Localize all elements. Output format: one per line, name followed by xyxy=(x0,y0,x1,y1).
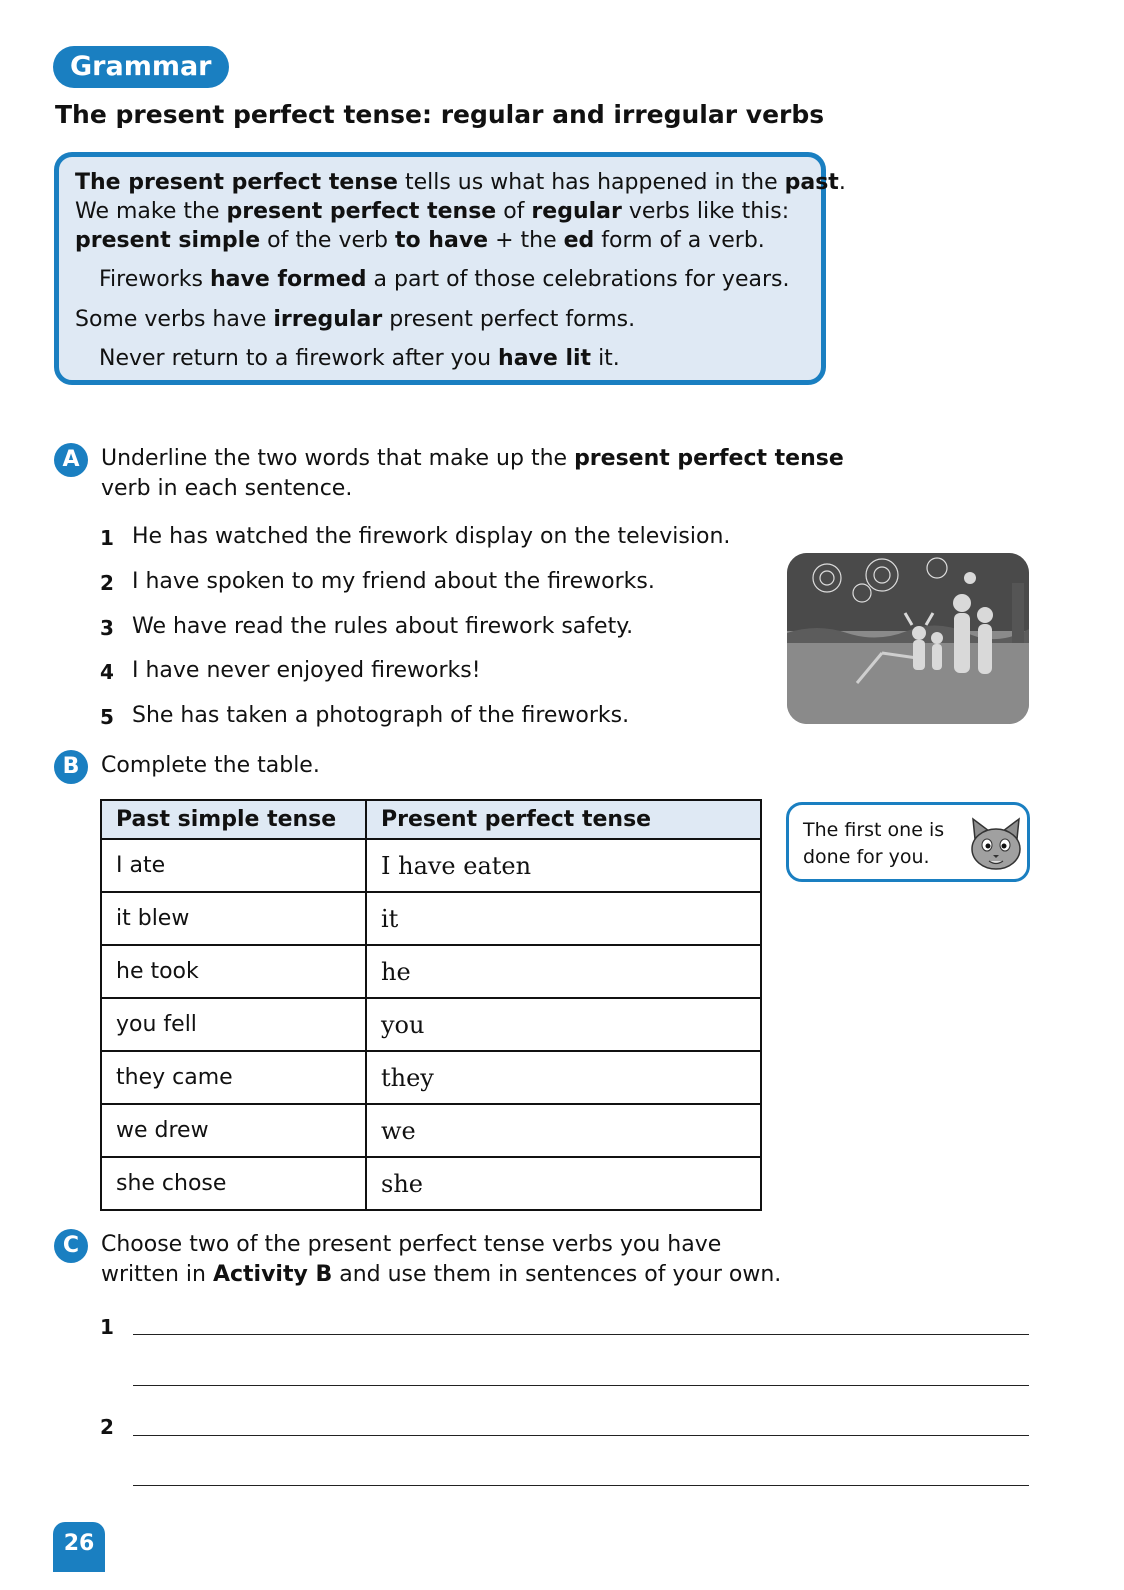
writing-line[interactable] xyxy=(133,1485,1029,1486)
past-simple-cell: we drew xyxy=(101,1104,366,1157)
sentence-4: I have never enjoyed fireworks! xyxy=(132,658,481,683)
activity-c-badge: C xyxy=(54,1229,88,1263)
past-simple-cell: it blew xyxy=(101,892,366,945)
present-perfect-answer[interactable]: he xyxy=(366,945,761,998)
past-simple-cell: he took xyxy=(101,945,366,998)
present-perfect-answer[interactable]: it xyxy=(366,892,761,945)
writing-line[interactable] xyxy=(133,1334,1029,1335)
activity-c-instruction-cont: written in Activity B and use them in sentences of your own. xyxy=(101,1262,782,1287)
table-row xyxy=(101,1104,761,1157)
sentence-2: I have spoken to my friend about the fireworks. xyxy=(132,569,655,594)
writing-line[interactable] xyxy=(133,1435,1029,1436)
rule-line-2: We make the present perfect tense of regular verbs like this: xyxy=(75,199,790,224)
rule-example-2: Never return to a firework after you have lit it. xyxy=(99,346,620,371)
item-number: 5 xyxy=(100,705,114,729)
present-perfect-answer[interactable]: we xyxy=(366,1104,761,1157)
hint-text: The first one is done for you. xyxy=(803,819,945,868)
rule-line-3: present simple of the verb to have + the ed form of a verb. xyxy=(75,228,765,253)
present-perfect-answer[interactable]: I have eaten xyxy=(366,839,761,892)
present-perfect-answer[interactable]: she xyxy=(366,1157,761,1210)
past-simple-cell: you fell xyxy=(101,998,366,1051)
header-present-perfect: Present perfect tense xyxy=(366,800,761,839)
cat-mascot-icon xyxy=(967,817,1025,873)
past-simple-cell: they came xyxy=(101,1051,366,1104)
table-row xyxy=(101,945,761,998)
grammar-rule-box xyxy=(54,152,846,385)
table-row xyxy=(101,1157,761,1210)
present-perfect-answer[interactable]: you xyxy=(366,998,761,1051)
activity-a-badge: A xyxy=(54,443,88,477)
table-row xyxy=(101,1051,761,1104)
item-number: 2 xyxy=(100,1415,114,1439)
rule-line-1: The present perfect tense tells us what has happened in the past. xyxy=(75,170,846,195)
activity-a-instruction-cont: verb in each sentence. xyxy=(101,476,353,501)
past-simple-cell: I ate xyxy=(101,839,366,892)
section-label: Grammar xyxy=(53,46,229,88)
sentence-1: He has watched the firework display on the television. xyxy=(132,524,731,549)
writing-line[interactable] xyxy=(133,1385,1029,1386)
item-number: 4 xyxy=(100,660,114,684)
table-row xyxy=(101,839,761,892)
activity-c-instruction: Choose two of the present perfect tense verbs you have xyxy=(101,1232,722,1257)
page-number: 26 xyxy=(53,1522,105,1572)
item-number: 1 xyxy=(100,526,114,550)
page-title: The present perfect tense: regular and irregular verbs xyxy=(55,100,825,129)
past-simple-cell: she chose xyxy=(101,1157,366,1210)
item-number: 2 xyxy=(100,571,114,595)
activity-b-badge: B xyxy=(54,750,88,784)
rule-line-5: Some verbs have irregular present perfect forms. xyxy=(75,307,636,332)
header-past-simple: Past simple tense xyxy=(101,800,366,839)
activity-a-instruction: Underline the two words that make up the present perfect tense xyxy=(101,446,844,471)
rule-example-1: Fireworks have formed a part of those celebrations for years. xyxy=(99,267,790,292)
table-row xyxy=(101,998,761,1051)
sentence-3: We have read the rules about firework safety. xyxy=(132,614,634,639)
item-number: 1 xyxy=(100,1315,114,1339)
hint-callout xyxy=(786,802,1030,882)
item-number: 3 xyxy=(100,616,114,640)
fireworks-family-illustration xyxy=(787,553,1029,724)
tense-table xyxy=(100,799,762,1211)
activity-b-instruction: Complete the table. xyxy=(101,753,320,778)
table-row xyxy=(101,892,761,945)
sentence-5: She has taken a photograph of the fireworks. xyxy=(132,703,630,728)
present-perfect-answer[interactable]: they xyxy=(366,1051,761,1104)
